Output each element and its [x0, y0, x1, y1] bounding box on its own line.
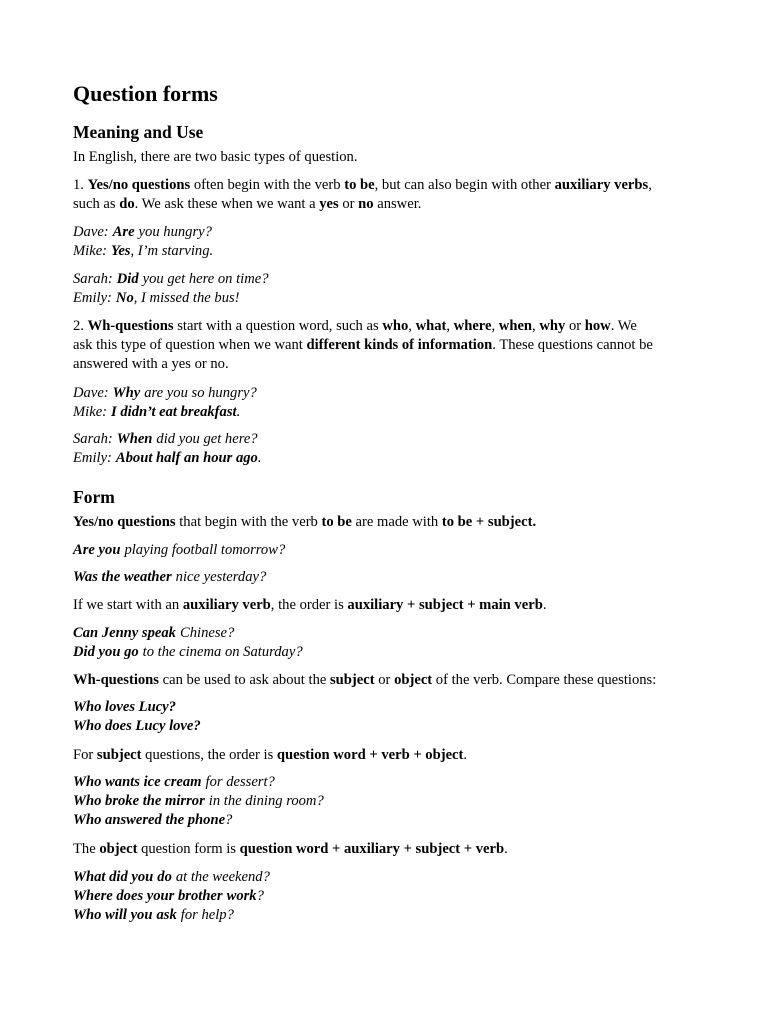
example-sentence: Did you go to the cinema on Saturday? — [73, 644, 303, 660]
object-question-paragraph: The object question form is question word + auxiliary + subject + verb. — [73, 841, 508, 857]
example-sentence: Are you playing football tomorrow? — [73, 542, 286, 558]
yes-no-paragraph: 1. Yes/no questions often begin with the verb to be, but can also begin with other auxiliary verbs, such as do. We ask these when we want a yes or no answer. — [73, 177, 652, 212]
example-sentences-compare — [73, 698, 695, 736]
subject-questions-paragraph: For subject questions, the order is question word + verb + object. — [73, 747, 468, 763]
form-yes-no-paragraph: Yes/no questions that begin with the verb to be are made with to be + subject. — [73, 514, 537, 530]
dialogue-line: Mike: Yes, I’m starving. — [73, 243, 214, 259]
example-sentences-object — [73, 868, 695, 925]
section-heading-meaning: Meaning and Use — [73, 122, 204, 142]
example-sentence: Was the weather nice yesterday? — [73, 569, 267, 585]
example-sentence: Where does your brother work? — [73, 888, 264, 904]
example-sentence: Who loves Lucy? — [73, 699, 176, 715]
example-sentence: What did you do at the weekend? — [73, 869, 270, 885]
example-sentence: Who wants ice cream for dessert? — [73, 774, 275, 790]
auxiliary-paragraph: If we start with an auxiliary verb, the order is auxiliary + subject + main verb. — [73, 597, 547, 613]
example-sentence: Who does Lucy love? — [73, 718, 201, 734]
example-dialogue-2 — [73, 270, 695, 308]
wh-questions-paragraph: 2. Wh-questions start with a question word, such as who, what, where, when, why or how. We ask this type of question when we want different kinds of information. These questions cannot be answered with a yes or no. — [73, 318, 653, 372]
dialogue-line: Mike: I didn’t eat breakfast. — [73, 404, 241, 420]
example-dialogue-4 — [73, 430, 695, 468]
page-title: Question forms — [73, 81, 218, 106]
example-sentence: Who will you ask for help? — [73, 907, 234, 923]
intro-paragraph: In English, there are two basic types of question. — [73, 149, 358, 165]
section-heading-form: Form — [73, 487, 115, 507]
subject-object-paragraph: Wh-questions can be used to ask about the subject or object of the verb. Compare these questions: — [73, 672, 657, 688]
example-sentences-auxiliary — [73, 624, 695, 662]
example-dialogue-1 — [73, 223, 695, 261]
dialogue-line: Emily: About half an hour ago. — [73, 450, 262, 466]
example-sentence: Can Jenny speak Chinese? — [73, 625, 235, 641]
example-sentence: Who answered the phone? — [73, 812, 233, 828]
example-sentences-subject — [73, 773, 695, 830]
dialogue-line: Sarah: When did you get here? — [73, 431, 258, 447]
dialogue-line: Dave: Why are you so hungry? — [73, 385, 257, 401]
example-sentence: Who broke the mirror in the dining room? — [73, 793, 324, 809]
example-dialogue-3 — [73, 384, 695, 422]
dialogue-line: Sarah: Did you get here on time? — [73, 271, 269, 287]
dialogue-line: Dave: Are you hungry? — [73, 224, 212, 240]
dialogue-line: Emily: No, I missed the bus! — [73, 290, 240, 306]
